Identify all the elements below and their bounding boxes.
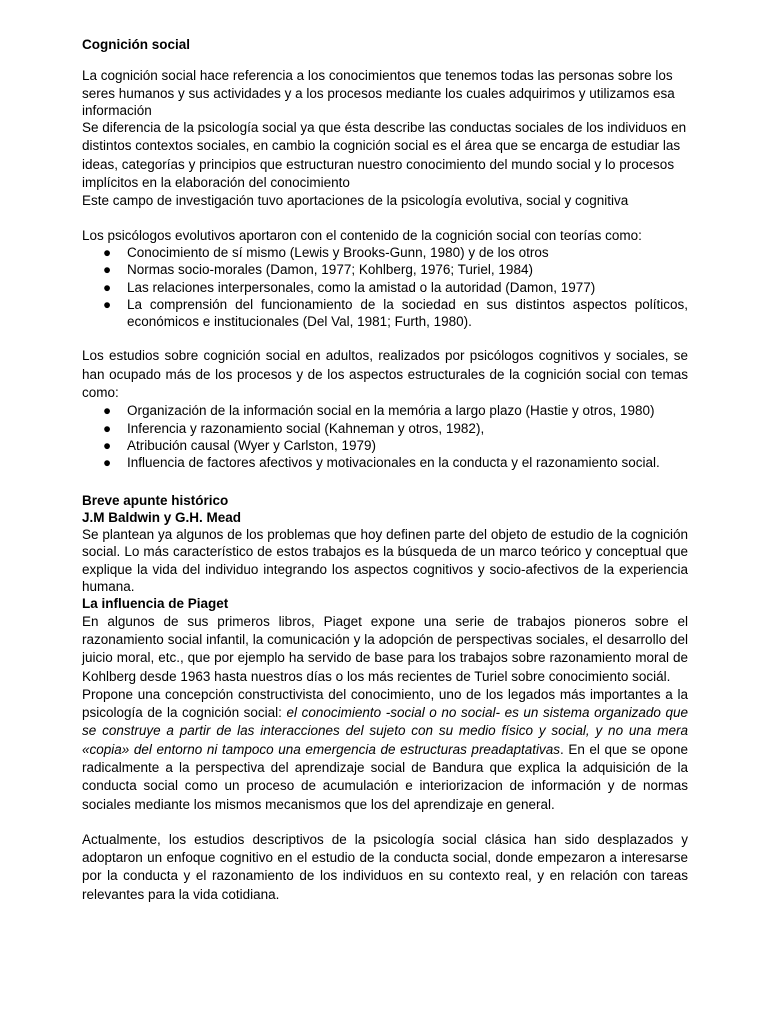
intro-paragraph-2: Se diferencia de la psicología social ya que ésta describe las conductas sociales de los individuos en distintos contextos sociales, en cambio la cognición social es el área que se encarga de estudiar las ideas, categorías y principios que estructuran nuestro conocimiento del mundo social y lo procesos implícitos en la elaboración del conocimiento bbox=[82, 120, 687, 191]
bullet-icon: ● bbox=[103, 437, 112, 453]
list-item: ● La comprensión del funcionamiento de la sociedad en sus distintos aspectos políticos, económicos e institucionales (Del Val, 1981; Furth, 1980). bbox=[103, 296, 688, 330]
piaget-quote: el conocimiento -social o no social- es un sistema organizado que se construye a partir de las interacciones del sujeto con su medio físico y social, y no una mera «copia» del entorno ni tampoco una emergencia de estructuras preadaptativas bbox=[82, 705, 689, 757]
conclusion-paragraph: Actualmente, los estudios descriptivos de la psicología social clásica han sido desplazados y adoptaron un enfoque cognitivo en el estudio de la conducta social, donde empezaron a interesarse por la conducta y el razonamiento de los individuos en su contexto real, y en relación con tareas relevantes para la vida cotidiana. bbox=[82, 831, 688, 902]
list-item: ● Influencia de factores afectivos y motivacionales en la conducta y el razonamiento social. bbox=[103, 455, 660, 471]
adultos-lead: Los estudios sobre cognición social en adultos, realizados por psicólogos cognitivos y sociales, se han ocupado más de los procesos y de los aspectos estructurales de la cognición social con temas como: bbox=[82, 348, 688, 401]
bullet-icon: ● bbox=[103, 279, 112, 295]
piaget-paragraph-2: Propone una concepción constructivista del conocimiento, uno de los legados más importantes a la psicología de la cognición social: el conocimiento -social o no social- es un sistema organizado que se construye a partir de las interacciones del sujeto con su medio físico y social, y no una mera «copia» del entorno ni tampoco una emergencia de estructuras preadaptativas. En el que se opone radicalmente a la perspectiva del aprendizaje social de Bandura que explica la adquisición de la conducta social como un proceso de acumulación e interiorizacion de información y de normas sociales mediante los mismos mecanismos que los del aprendizaje en general. bbox=[82, 686, 689, 812]
section-heading: Breve apunte histórico bbox=[82, 492, 229, 508]
bullet-icon: ● bbox=[103, 403, 112, 419]
bullet-icon: ● bbox=[103, 244, 112, 260]
list-item: ● Atribución causal (Wyer y Carlston, 1979) bbox=[103, 437, 376, 453]
document-title: Cognición social bbox=[82, 37, 191, 52]
list-item: ● Las relaciones interpersonales, como la amistad o la autoridad (Damon, 1977) bbox=[103, 279, 596, 295]
evolutivos-list bbox=[82, 244, 688, 330]
evolutivos-lead: Los psicólogos evolutivos aportaron con el contenido de la cognición social con teorías como: bbox=[82, 227, 642, 243]
list-item: ● Organización de la información social en la memória a largo plazo (Hastie y otros, 1980) bbox=[103, 403, 655, 419]
intro-paragraph-1: La cognición social hace referencia a los conocimientos que tenemos todas las personas sobre los seres humanos y sus actividades y a los procesos mediante los cuales adquirimos y utilizamos esa información bbox=[82, 68, 675, 118]
piaget-paragraph-1: En algunos de sus primeros libros, Piaget expone una serie de trabajos pioneros sobre el razonamiento social infantil, la comunicación y la adopción de perspectivas sociales, el desarrollo del juicio moral, etc., que por ejemplo ha servido de base para los trabajos sobre razonamiento moral de Kohlberg desde 1963 hasta nuestros días o los más recientes de Turiel sobre conocimiento sociál. bbox=[82, 613, 688, 684]
bullet-icon: ● bbox=[103, 296, 112, 312]
list-item: ● Inferencia y razonamiento social (Kahneman y otros, 1982), bbox=[103, 420, 485, 436]
intro-paragraph-3: Este campo de investigación tuvo aportaciones de la psicología evolutiva, social y cognitiva bbox=[82, 193, 629, 209]
bullet-icon: ● bbox=[103, 262, 112, 278]
adultos-list bbox=[82, 402, 688, 471]
subsection-heading-piaget: La influencia de Piaget bbox=[82, 596, 229, 612]
bullet-icon: ● bbox=[103, 455, 112, 471]
document-page bbox=[82, 36, 688, 904]
list-item: ● Conocimiento de sí mismo (Lewis y Brooks-Gunn, 1980) y de los otros bbox=[103, 244, 549, 260]
bullet-icon: ● bbox=[103, 420, 112, 436]
subsection-heading-baldwin-mead: J.M Baldwin y G.H. Mead bbox=[82, 509, 242, 525]
list-item: ● Normas socio-morales (Damon, 1977; Kohlberg, 1976; Turiel, 1984) bbox=[103, 262, 533, 278]
baldwin-mead-paragraph: Se plantean ya algunos de los problemas que hoy definen parte del objeto de estudio de la cognición social. Lo más característico de estos trabajos es la búsqueda de un marco teórico y conceptual que explique la vida del individuo integrando los aspectos cognitivos y socio-afectivos de la experiencia humana. bbox=[82, 527, 688, 595]
